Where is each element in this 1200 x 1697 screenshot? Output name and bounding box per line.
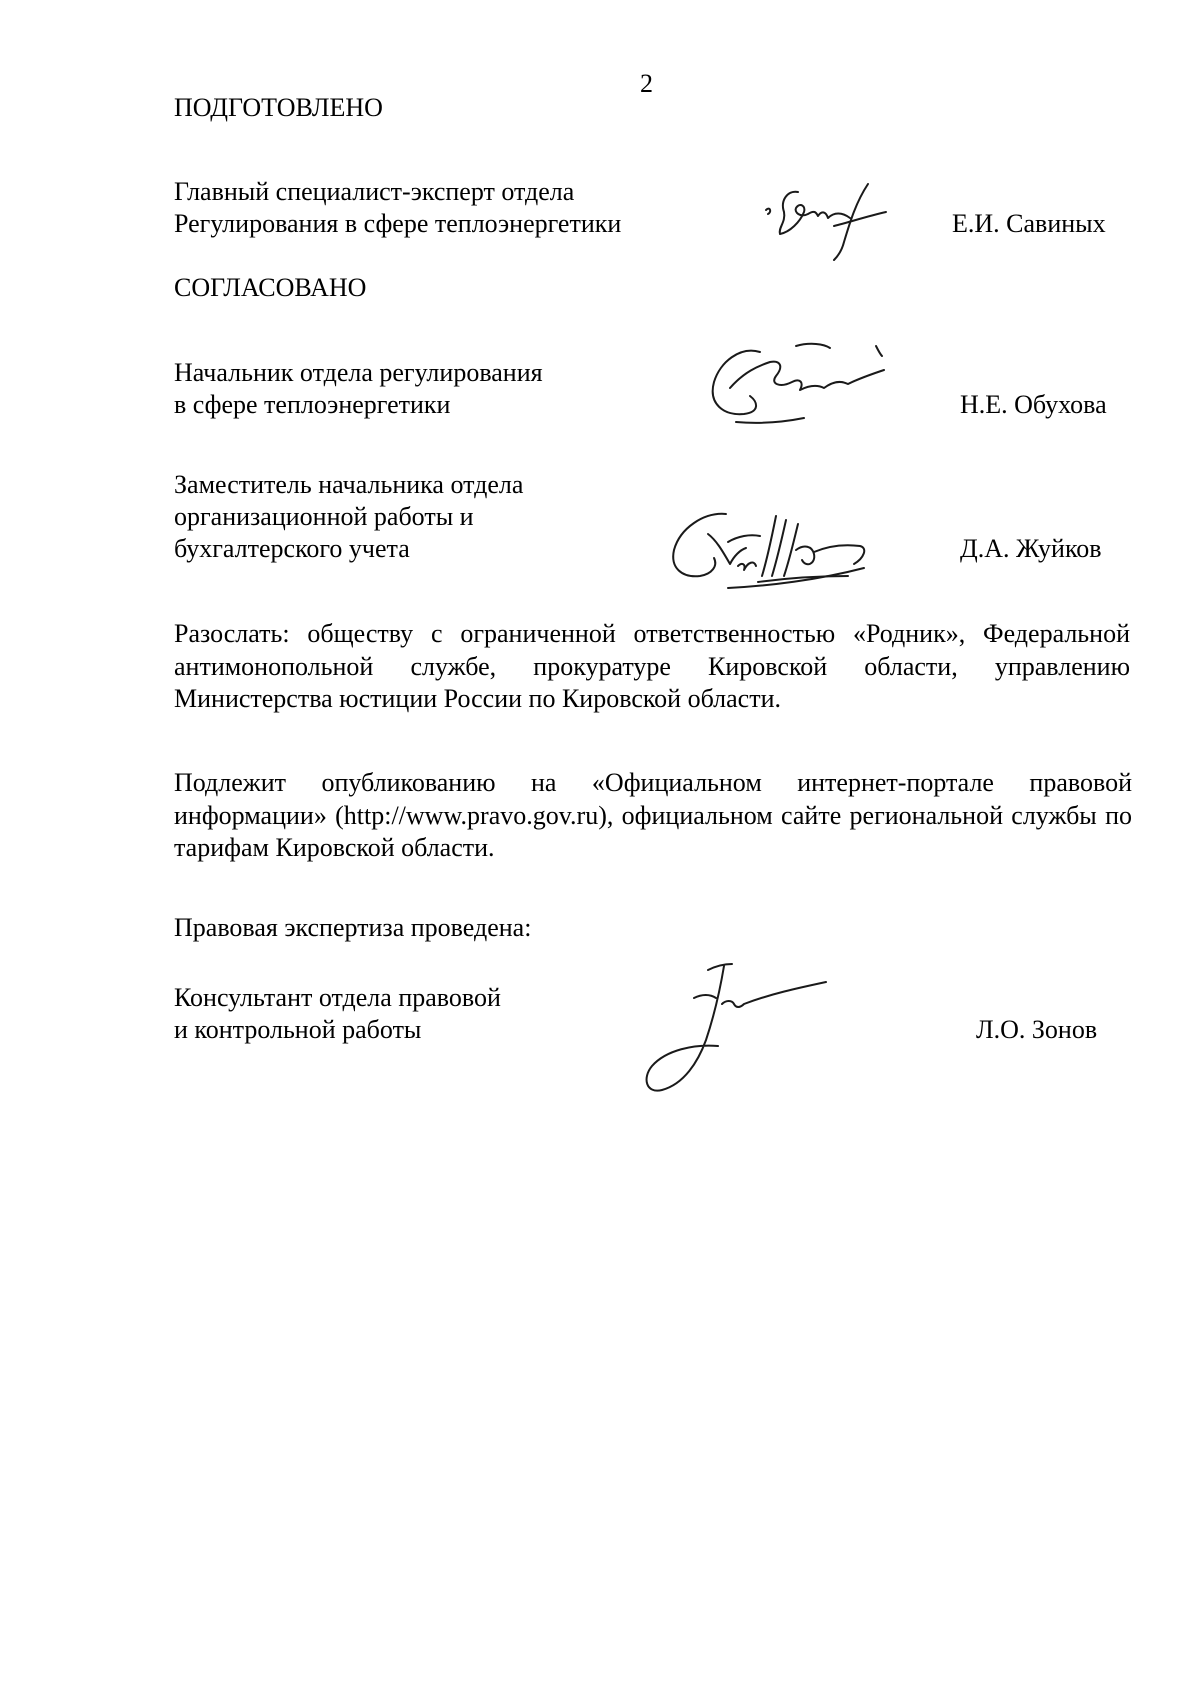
prepared-position-line1: Главный специалист-эксперт отдела <box>174 177 575 206</box>
signature-savinykh <box>760 182 890 262</box>
signer2-position-line1: Заместитель начальника отдела <box>174 470 524 499</box>
signer2-name: Д.А. Жуйков <box>960 534 1102 563</box>
signature-zhuikov <box>668 506 898 596</box>
legal-review-position-line1: Консультант отдела правовой <box>174 983 501 1012</box>
distribution-text: Разослать: обществу с ограниченной ответственностью «Родник», Федеральной антимонопольной службе, прокуратуре Кировской области, управлению Министерства юстиции России по Кировской области. <box>174 619 1130 713</box>
agreed-heading: СОГЛАСОВАНО <box>174 273 367 302</box>
signer1-position-line2: в сфере теплоэнергетики <box>174 390 451 419</box>
signer1-name: Н.Е. Обухова <box>960 390 1107 419</box>
prepared-name: Е.И. Савиных <box>952 209 1106 238</box>
prepared-heading: ПОДГОТОВЛЕНО <box>174 93 383 122</box>
publication-paragraph <box>174 767 1132 865</box>
distribution-paragraph <box>174 618 1130 716</box>
publication-text: Подлежит опубликованию на «Официальном интернет-портале правовой информации» (http://www.pravo.gov.ru), официальном сайте региональной службы по тарифам Кировской области. <box>174 768 1132 862</box>
signature-obukhova <box>700 332 900 432</box>
page-number: 2 <box>640 69 653 98</box>
signer2-position-line3: бухгалтерского учета <box>174 534 410 563</box>
legal-review-name: Л.О. Зонов <box>976 1015 1098 1044</box>
signer1-position-line1: Начальник отдела регулирования <box>174 358 543 387</box>
signer2-position-line2: организационной работы и <box>174 502 474 531</box>
signature-zonov <box>640 960 840 1100</box>
legal-review-heading: Правовая экспертиза проведена: <box>174 913 532 942</box>
prepared-position-line2: Регулирования в сфере теплоэнергетики <box>174 209 622 238</box>
legal-review-position-line2: и контрольной работы <box>174 1015 422 1044</box>
